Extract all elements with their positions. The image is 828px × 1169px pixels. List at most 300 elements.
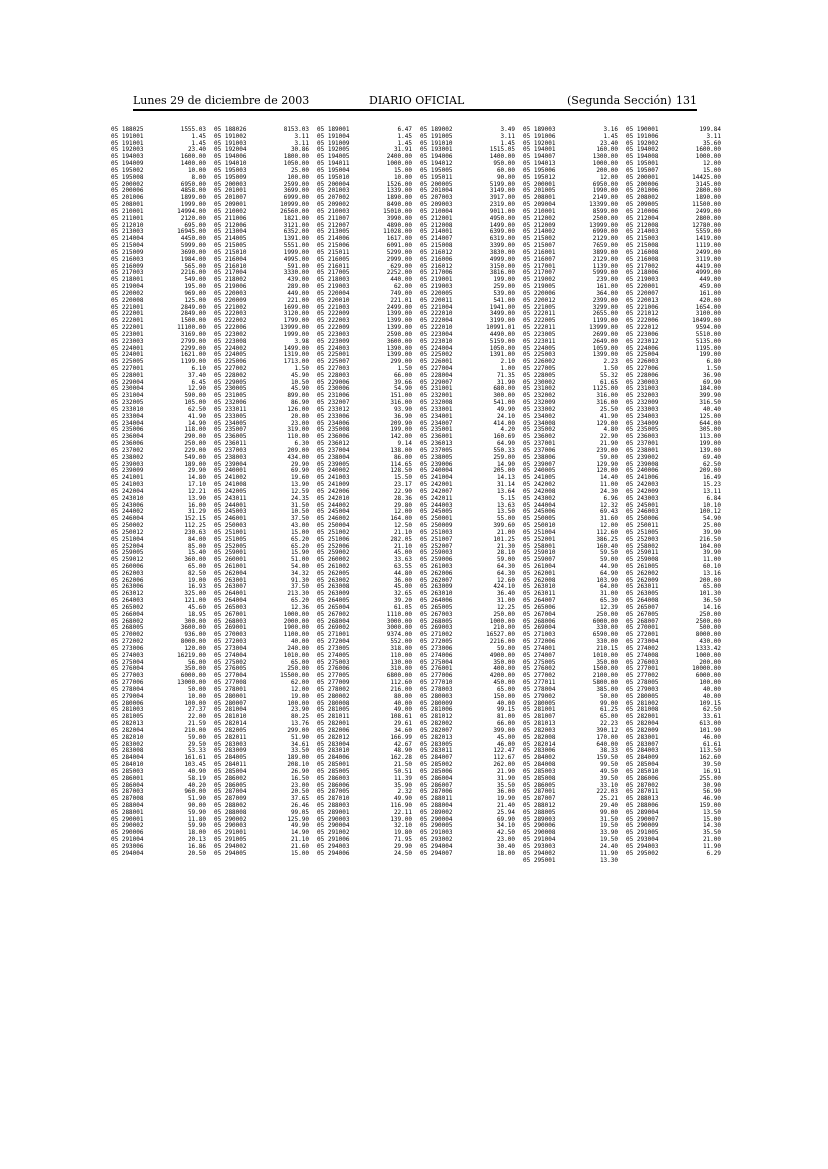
item-code: 05 290003 — [317, 815, 350, 823]
item-amount: 3699.00 — [283, 187, 309, 195]
item-amount: 3.11 — [294, 132, 309, 140]
item-code: 05 280009 — [420, 699, 453, 707]
item-code: 05 284007 — [420, 754, 453, 762]
item-amount: 86.00 — [393, 453, 412, 461]
item-code: 05 278005 — [626, 679, 659, 687]
item-code: 05 244003 — [420, 501, 453, 509]
item-code: 05 291005 — [626, 829, 659, 837]
item-code: 05 285006 — [420, 767, 453, 775]
item-code: 05 294004 — [420, 842, 453, 850]
item-amount: 1139.00 — [592, 262, 618, 270]
item-code: 05 282014 — [214, 720, 247, 728]
item-code: 05 216012 — [420, 262, 453, 270]
item-code: 05 252006 — [317, 542, 350, 550]
item-amount: 48.90 — [393, 747, 412, 755]
item-code: 05 241005 — [523, 474, 556, 482]
item-code: 05 276006 — [317, 665, 350, 673]
item-amount: 28.36 — [393, 494, 412, 502]
item-code: 05 234002 — [523, 412, 556, 420]
item-amount: 105.00 — [184, 399, 206, 407]
item-code: 05 194006 — [420, 153, 453, 161]
item-amount: 565.00 — [184, 262, 206, 270]
item-code: 05 194006 — [214, 153, 247, 161]
item-amount: 299.00 — [287, 726, 309, 734]
item-amount: 10999.00 — [280, 201, 309, 209]
item-amount: 300.00 — [184, 617, 206, 625]
item-amount: 19.80 — [393, 829, 412, 837]
item-code: 05 283006 — [523, 747, 556, 755]
item-amount: 28.10 — [496, 549, 515, 557]
item-amount: 3145.00 — [695, 180, 721, 188]
item-amount: 2.32 — [397, 788, 412, 796]
item-code: 05 282001 — [626, 713, 659, 721]
item-amount: 59.00 — [496, 556, 515, 564]
item-amount: 330.00 — [596, 638, 618, 646]
item-code: 05 267003 — [420, 610, 453, 618]
item-code: 05 250001 — [420, 515, 453, 523]
item-code: 05 220002 — [111, 289, 144, 297]
item-code: 05 252001 — [523, 535, 556, 543]
item-code: 05 274008 — [626, 651, 659, 659]
item-code: 05 237006 — [523, 446, 556, 454]
item-amount: 400.00 — [493, 665, 515, 673]
item-amount: 1984.00 — [180, 255, 206, 263]
item-amount: 209.00 — [287, 446, 309, 454]
item-code: 05 236006 — [317, 433, 350, 441]
item-code: 05 288012 — [523, 801, 556, 809]
item-code: 05 284011 — [214, 761, 247, 769]
item-amount: 2499.00 — [695, 248, 721, 256]
item-code: 05 234007 — [420, 419, 453, 427]
item-code: 05 236011 — [214, 440, 247, 448]
item-amount: 199.84 — [699, 126, 721, 133]
item-amount: 29.80 — [393, 501, 412, 509]
item-amount: 3100.00 — [695, 310, 721, 318]
item-code: 05 289001 — [317, 808, 350, 816]
item-code: 05 188025 — [111, 126, 144, 133]
item-code: 05 283001 — [626, 733, 659, 741]
item-code: 05 220010 — [317, 296, 350, 304]
item-amount: 69.90 — [496, 815, 515, 823]
item-amount: 51.90 — [187, 795, 206, 803]
item-code: 05 272002 — [111, 638, 144, 646]
item-amount: 62.00 — [393, 283, 412, 291]
item-code: 05 272003 — [214, 638, 247, 646]
item-code: 05 280006 — [111, 699, 144, 707]
item-amount: 3.98 — [294, 337, 309, 345]
item-amount: 15.00 — [702, 166, 721, 174]
item-amount: 3917.00 — [489, 194, 515, 202]
item-code: 05 215003 — [626, 235, 659, 243]
item-code: 05 289002 — [420, 808, 453, 816]
item-amount: 3.11 — [706, 132, 721, 140]
item-code: 05 284004 — [111, 754, 144, 762]
item-code: 05 271002 — [420, 631, 453, 639]
item-code: 05 233001 — [420, 405, 453, 413]
item-amount: 66.00 — [496, 720, 515, 728]
item-code: 05 251002 — [317, 528, 350, 536]
item-amount: 19.50 — [599, 822, 618, 830]
item-amount: 5.15 — [500, 494, 515, 502]
item-code: 05 233002 — [523, 405, 556, 413]
item-amount: 316.00 — [390, 399, 412, 407]
item-amount: 259.00 — [493, 453, 515, 461]
item-amount: 399.00 — [493, 726, 515, 734]
item-code: 05 286006 — [626, 774, 659, 782]
item-amount: 20.13 — [187, 836, 206, 844]
item-amount: 13.63 — [496, 501, 515, 509]
item-amount: 65.00 — [290, 658, 309, 666]
item-amount: 60.10 — [702, 563, 721, 570]
item-code: 05 221006 — [626, 303, 659, 311]
item-amount: 613.00 — [699, 720, 721, 728]
item-code: 05 286001 — [111, 774, 144, 782]
item-code: 05 265007 — [626, 603, 659, 611]
item-code: 05 215009 — [111, 248, 144, 256]
item-code: 05 261001 — [214, 563, 247, 570]
item-code: 05 262006 — [111, 576, 144, 584]
item-code: 05 264008 — [626, 597, 659, 605]
item-amount: 19.90 — [496, 795, 515, 803]
item-code: 05 195012 — [523, 173, 556, 181]
item-code: 05 282006 — [317, 726, 350, 734]
item-amount: 13.76 — [290, 720, 309, 728]
item-amount: 99.00 — [599, 699, 618, 707]
item-amount: 1000.00 — [695, 153, 721, 161]
item-code: 05 290001 — [111, 815, 144, 823]
item-amount: 14.16 — [702, 603, 721, 611]
item-amount: 2849.00 — [180, 310, 206, 318]
item-amount: 6.30 — [294, 440, 309, 448]
item-amount: 31.50 — [599, 815, 618, 823]
item-code: 05 215005 — [214, 242, 247, 250]
item-code: 05 220006 — [523, 289, 556, 297]
item-amount: 210.00 — [493, 624, 515, 632]
item-code: 05 239008 — [626, 460, 659, 468]
item-code: 05 228005 — [523, 371, 556, 379]
item-amount: 62.00 — [290, 679, 309, 687]
item-code: 05 229007 — [420, 378, 453, 386]
item-code: 05 273005 — [317, 644, 350, 652]
item-code: 05 212004 — [626, 214, 659, 222]
item-amount: 138.00 — [390, 446, 412, 454]
item-code: 05 242009 — [626, 487, 659, 495]
item-amount: 31.90 — [496, 774, 515, 782]
item-code: 05 268003 — [214, 617, 247, 625]
item-amount: 101.90 — [699, 726, 721, 734]
item-code: 05 268005 — [420, 617, 453, 625]
item-amount: 25.94 — [496, 808, 515, 816]
item-code: 05 277010 — [420, 679, 453, 687]
item-code: 05 192001 — [523, 139, 556, 147]
item-code: 05 238002 — [111, 453, 144, 461]
item-code: 05 213005 — [317, 228, 350, 236]
item-amount: 350.00 — [596, 658, 618, 666]
item-code: 05 195009 — [214, 173, 247, 181]
item-code: 05 281001 — [523, 706, 556, 714]
item-code: 05 265004 — [317, 603, 350, 611]
item-code: 05 216009 — [111, 262, 144, 270]
item-code: 05 228001 — [111, 371, 144, 379]
item-amount: 199.00 — [390, 426, 412, 434]
item-amount: 11.00 — [702, 556, 721, 564]
item-code: 05 191010 — [420, 139, 453, 147]
item-amount: 19.00 — [187, 576, 206, 584]
item-code: 05 207003 — [420, 194, 453, 202]
item-amount: 33.50 — [290, 747, 309, 755]
item-amount: 114.65 — [390, 460, 412, 468]
item-code: 05 259010 — [523, 549, 556, 557]
item-code: 05 281012 — [420, 713, 453, 721]
item-code: 05 290008 — [523, 829, 556, 837]
item-code: 05 285010 — [626, 767, 659, 775]
item-amount: 1050.00 — [489, 344, 515, 352]
item-amount: 21.90 — [599, 440, 618, 448]
item-amount: 10.00 — [187, 692, 206, 700]
item-amount: 65.00 — [599, 713, 618, 721]
item-code: 05 227003 — [317, 364, 350, 372]
item-code: 05 210002 — [214, 207, 247, 215]
item-code: 05 282014 — [523, 740, 556, 748]
item-code: 05 234009 — [626, 419, 659, 427]
item-amount: 65.20 — [290, 597, 309, 605]
item-amount: 37.50 — [290, 515, 309, 523]
item-amount: 139.00 — [390, 815, 412, 823]
item-amount: 12.00 — [290, 685, 309, 693]
item-amount: 350.00 — [184, 665, 206, 673]
item-amount: 109.15 — [699, 699, 721, 707]
item-code: 05 270001 — [626, 624, 659, 632]
item-code: 05 295001 — [523, 856, 556, 864]
item-code: 05 281006 — [420, 706, 453, 714]
item-code: 05 241004 — [420, 474, 453, 482]
item-amount: 35.60 — [702, 139, 721, 147]
item-code: 05 262009 — [626, 576, 659, 584]
item-amount: 44.80 — [393, 569, 412, 577]
item-code: 05 239003 — [111, 460, 144, 468]
item-amount: 36.00 — [496, 788, 515, 796]
item-amount: 31.14 — [496, 481, 515, 489]
item-amount: 160.00 — [596, 146, 618, 154]
item-code: 05 285003 — [111, 767, 144, 775]
item-code: 05 211006 — [214, 214, 247, 222]
item-amount: 90.00 — [187, 801, 206, 809]
item-amount: 434.00 — [287, 453, 309, 461]
item-amount: 8000.00 — [180, 638, 206, 646]
item-code: 05 216006 — [420, 255, 453, 263]
item-amount: 23.40 — [187, 146, 206, 154]
item-amount: 85.00 — [187, 542, 206, 550]
item-amount: 2100.00 — [592, 672, 618, 680]
item-amount: 1.45 — [397, 132, 412, 140]
item-amount: 61.05 — [393, 603, 412, 611]
item-code: 05 280002 — [317, 692, 350, 700]
item-amount: 10.10 — [702, 501, 721, 509]
item-code: 05 291004 — [523, 836, 556, 844]
item-code: 05 209001 — [214, 201, 247, 209]
item-code: 05 260002 — [317, 556, 350, 564]
item-amount: 399.90 — [699, 392, 721, 400]
item-amount: 255.00 — [699, 774, 721, 782]
item-amount: 62.50 — [702, 706, 721, 714]
item-code: 05 201006 — [626, 187, 659, 195]
item-code: 05 220008 — [111, 296, 144, 304]
item-amount: 1400.00 — [489, 153, 515, 161]
item-amount: 82.50 — [187, 569, 206, 577]
item-amount: 159.00 — [699, 801, 721, 809]
item-code: 05 281004 — [214, 706, 247, 714]
item-code: 05 262008 — [523, 576, 556, 584]
item-amount: 46.00 — [496, 740, 515, 748]
item-code: 05 265005 — [420, 603, 453, 611]
item-code: 05 263009 — [317, 590, 350, 598]
item-code: 05 232001 — [420, 392, 453, 400]
item-amount: 6.84 — [706, 494, 721, 502]
item-code: 05 241001 — [111, 474, 144, 482]
item-amount: 24.10 — [496, 412, 515, 420]
item-amount: 16527.00 — [486, 631, 515, 639]
item-amount: 250.00 — [596, 610, 618, 618]
item-code: 05 282002 — [420, 720, 453, 728]
item-amount: 1399.00 — [386, 317, 412, 325]
item-amount: 33.10 — [599, 781, 618, 789]
item-code: 05 222009 — [317, 324, 350, 332]
item-amount: 6950.00 — [180, 180, 206, 188]
item-amount: 21.30 — [496, 542, 515, 550]
item-code: 05 217004 — [214, 269, 247, 277]
item-code: 05 258001 — [523, 542, 556, 550]
item-amount: 500.00 — [699, 624, 721, 632]
item-amount: 4900.00 — [489, 651, 515, 659]
item-amount: 1.45 — [191, 139, 206, 147]
item-code: 05 264004 — [214, 597, 247, 605]
item-amount: 899.00 — [287, 392, 309, 400]
item-amount: 29.90 — [393, 842, 412, 850]
item-amount: 19.00 — [290, 692, 309, 700]
item-amount: 110.00 — [287, 433, 309, 441]
item-amount: 640.00 — [596, 740, 618, 748]
item-amount: 3120.00 — [283, 310, 309, 318]
item-code: 05 220003 — [214, 289, 247, 297]
item-amount: 1600.00 — [180, 153, 206, 161]
item-amount: 32.65 — [393, 590, 412, 598]
item-code: 05 209005 — [626, 201, 659, 209]
item-code: 05 214001 — [420, 228, 453, 236]
table-column — [626, 127, 721, 858]
item-code: 05 277002 — [626, 672, 659, 680]
item-code: 05 191002 — [214, 132, 247, 140]
item-code: 05 282001 — [317, 720, 350, 728]
item-amount: 1821.00 — [283, 214, 309, 222]
item-amount: 65.30 — [599, 597, 618, 605]
item-amount: 161.00 — [699, 289, 721, 297]
item-amount: 1499.00 — [489, 221, 515, 229]
item-code: 05 215002 — [523, 235, 556, 243]
item-amount: 20.50 — [290, 788, 309, 796]
item-code: 05 272004 — [317, 638, 350, 646]
item-code: 05 282011 — [214, 733, 247, 741]
item-amount: 113.50 — [699, 747, 721, 755]
item-code: 05 263010 — [420, 590, 453, 598]
item-amount: 41.90 — [599, 412, 618, 420]
item-amount: 36.90 — [393, 412, 412, 420]
item-code: 05 214002 — [523, 228, 556, 236]
item-code: 05 219006 — [214, 283, 247, 291]
item-amount: 58.19 — [187, 774, 206, 782]
item-code: 05 284005 — [214, 754, 247, 762]
item-code: 05 217003 — [111, 269, 144, 277]
item-amount: 2499.00 — [386, 303, 412, 311]
item-code: 05 246003 — [626, 508, 659, 516]
item-amount: 81.00 — [496, 713, 515, 721]
item-amount: 69.90 — [290, 467, 309, 475]
item-code: 05 264003 — [111, 597, 144, 605]
item-code: 05 236006 — [111, 440, 144, 448]
item-code: 05 281010 — [214, 713, 247, 721]
item-code: 05 224004 — [420, 344, 453, 352]
item-amount: 39.50 — [702, 761, 721, 769]
item-code: 05 231002 — [523, 385, 556, 393]
item-code: 05 233006 — [317, 412, 350, 420]
item-amount: 14.90 — [496, 460, 515, 468]
item-code: 05 191003 — [214, 139, 247, 147]
item-amount: 64.90 — [496, 440, 515, 448]
item-code: 05 245001 — [626, 501, 659, 509]
item-amount: 40.90 — [187, 767, 206, 775]
item-code: 05 220005 — [420, 289, 453, 297]
item-code: 05 216007 — [523, 255, 556, 263]
item-amount: 21.10 — [393, 528, 412, 536]
item-amount: 84.00 — [187, 535, 206, 543]
item-code: 05 210006 — [626, 207, 659, 215]
item-code: 05 279004 — [111, 692, 144, 700]
item-amount: 13.90 — [187, 494, 206, 502]
item-amount: 59.00 — [599, 556, 618, 564]
item-amount: 399.60 — [493, 522, 515, 530]
item-code: 05 200002 — [111, 180, 144, 188]
item-code: 05 214003 — [626, 228, 659, 236]
item-code: 05 278001 — [214, 685, 247, 693]
item-amount: 319.00 — [287, 426, 309, 434]
item-amount: 112.67 — [493, 754, 515, 762]
item-code: 05 239002 — [626, 453, 659, 461]
item-amount: 22.90 — [599, 433, 618, 441]
item-code: 05 283005 — [420, 740, 453, 748]
item-amount: 3000.00 — [386, 624, 412, 632]
item-amount: 2129.00 — [592, 235, 618, 243]
item-amount: 22.11 — [393, 808, 412, 816]
item-amount: 15010.00 — [383, 207, 412, 215]
item-amount: 30.86 — [290, 146, 309, 154]
item-code: 05 207002 — [317, 194, 350, 202]
item-code: 05 288002 — [214, 801, 247, 809]
item-code: 05 251004 — [523, 528, 556, 536]
item-code: 05 286002 — [214, 774, 247, 782]
item-code: 05 212002 — [523, 214, 556, 222]
item-amount: 31.60 — [599, 515, 618, 523]
item-code: 05 216001 — [523, 248, 556, 256]
item-code: 05 277009 — [317, 679, 350, 687]
item-amount: 1654.00 — [695, 303, 721, 311]
item-amount: 164.00 — [390, 515, 412, 523]
item-code: 05 236003 — [626, 433, 659, 441]
item-code: 05 218006 — [626, 269, 659, 277]
item-code: 05 282012 — [317, 733, 350, 741]
item-code: 05 239004 — [214, 460, 247, 468]
item-code: 05 283008 — [111, 747, 144, 755]
item-amount: 449.00 — [287, 289, 309, 297]
item-code: 05 287007 — [523, 795, 556, 803]
